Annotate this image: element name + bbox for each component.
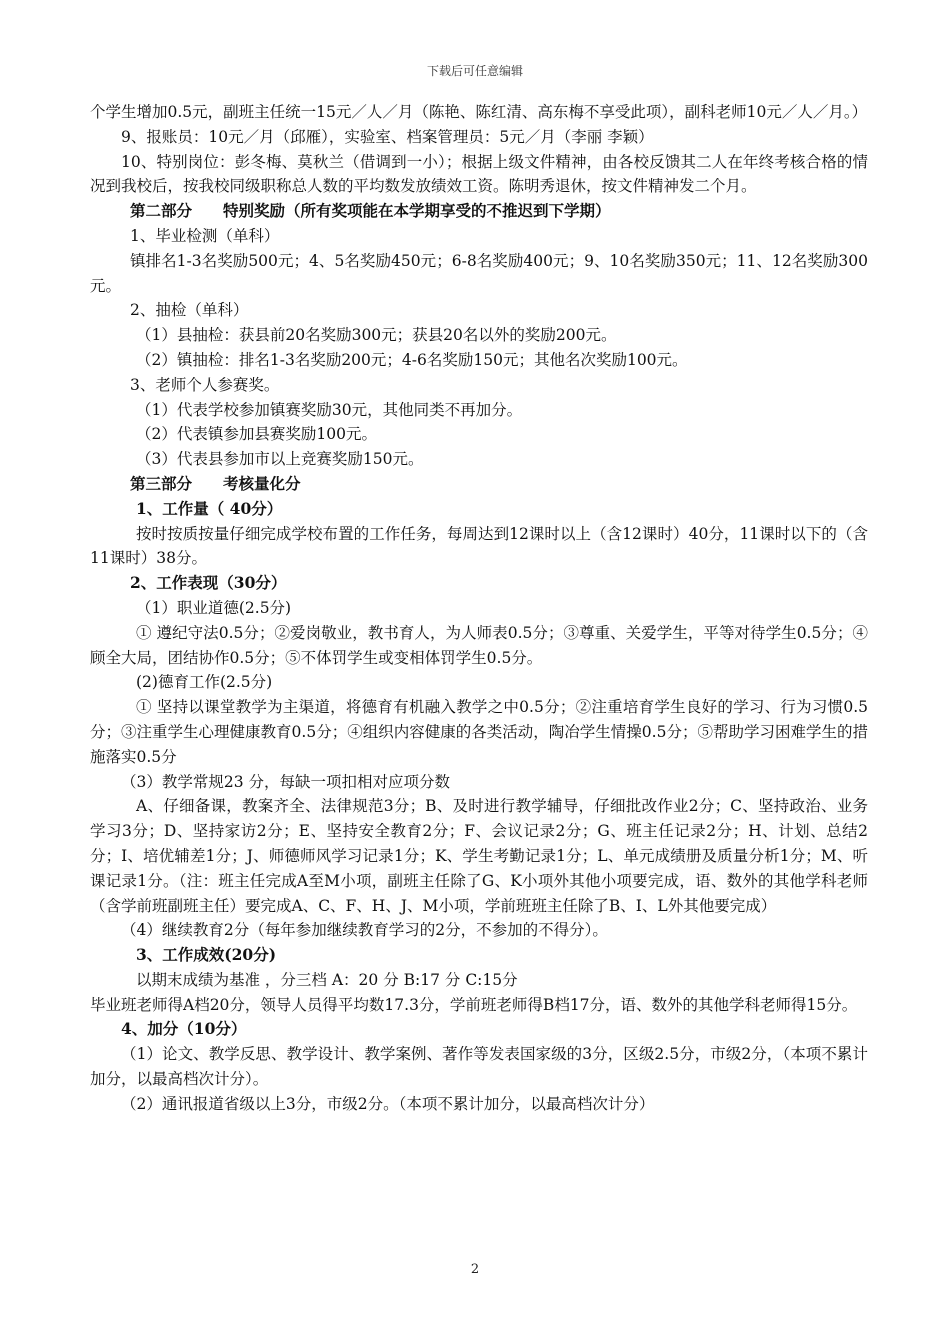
section-heading-part-2: 第二部分 特别奖励（所有奖项能在本学期享受的不推迟到下学期） (130, 201, 611, 221)
subheading-professional-ethics: （1）职业道德(2.5分) (136, 598, 292, 617)
page-header: 下载后可任意编辑 (426, 64, 523, 78)
subheading-moral-education: (2)德育工作(2.5分) (136, 673, 273, 692)
paragraph-town-contest: （1）代表学校参加镇赛奖励30元，其他同类不再加分。 (136, 400, 523, 419)
paragraph-town-ranking: 镇排名1-3名奖励500元；4、5名奖励450元；6-8名奖励400元；9、10名奖励350元；11、12名奖励300元。 (90, 251, 868, 295)
subheading-teaching-routine: （3）教学常规23 分，每缺一项扣相对应项分数 (121, 772, 451, 791)
page-number: 2 (470, 1262, 480, 1277)
paragraph-city-contest: （3）代表县参加市以上竞赛奖励150元。 (136, 450, 424, 469)
paragraph-news-reports: （2）通讯报道省级以上3分，市级2分。（本项不累计加分，以最高档次计分） (121, 1094, 655, 1113)
paragraph-publications: （1）论文、教学反思、教学设计、教学案例、著作等发表国家级的3分，区级2.5分，市级2分，（本项不累计加分，以最高档次计分）。 (90, 1045, 868, 1089)
subheading-work-results: 3、工作成效(20分) (136, 945, 277, 965)
section-heading-part-3: 第三部分 考核量化分 (130, 473, 301, 493)
paragraph-county-spot-check: （1）县抽检：获县前20名奖励300元；获县20名以外的奖励200元。 (136, 326, 617, 345)
paragraph-teaching-routine: A、仔细备课，教案齐全、法律规范3分；B、及时进行教学辅导，仔细批改作业2分；C、坚持政治、业务学习3分；D、坚持家访2分；E、坚持安全教育2分；F、会议记录2分；G、班主任记录2分；H、计划、总结2分；I、培优辅差1分；J、师德师风学习记录1分；K、学生考勤记录1分；L、单元成绩册及质量分析1分；M、听课记录1分。（注：班主任完成A至M小项，副班主任除了G、K小项外其他小项要完成，语、数外的其他学科老师（含学前班副班主任）要完成A、C、F、H、J、M小项，学前班班主任除了B、I、L外其他要完成） (90, 797, 868, 915)
paragraph-moral-education: ① 坚持以课堂教学为主渠道，将德育有机融入教学之中0.5分；②注重培育学生良好的学习、行为习惯0.5分；③注重学生心理健康教育0.5分；④组织内容健康的各类活动，陶冶学生情操0.5分；⑤帮助学习困难学生的措施落实0.5分 (90, 698, 868, 766)
subheading-bonus-points: 4、加分（10分） (121, 1019, 247, 1039)
subheading-performance: 2、工作表现（30分） (130, 573, 287, 593)
paragraph-workload: 按时按质按量仔细完成学校布置的工作任务，每周达到12课时以上（含12课时）40分，11课时以下的（含11课时）38分。 (90, 524, 868, 568)
subheading-spot-check: 2、抽检（单科） (130, 301, 249, 320)
paragraph-stipend-continued: 个学生增加0.5元，副班主任统一15元／人／月（陈艳、陈红清、高东梅不享受此项），副科老师10元／人／月。） (90, 103, 868, 121)
paragraph-grading-tiers: 以期末成绩为基准 ，分三档 A：20 分 B:17 分 C:15分 (136, 970, 518, 989)
subheading-contest-award: 3、老师个人参赛奖。 (130, 375, 280, 394)
paragraph-item-9: 9、报账员：10元／月（邱雁），实验室、档案管理员：5元／月（李丽 李颖） (121, 127, 654, 146)
subheading-workload: 1、工作量（ 40分） (136, 498, 283, 518)
paragraph-continuing-education: （4）继续教育2分（每年参加继续教育学习的2分，不参加的不得分）。 (121, 921, 608, 940)
document-body (90, 100, 868, 1117)
subheading-graduation-test: 1、毕业检测（单科） (130, 226, 280, 245)
paragraph-item-10: 10、特别岗位：彭冬梅、莫秋兰（借调到一小）；根据上级文件精神，由各校反馈其二人在年终考核合格的情况到我校后，按我校同级职称总人数的平均数发放绩效工资。陈明秀退休，按文件精神发二个月。 (90, 152, 868, 196)
paragraph-county-contest: （2）代表镇参加县赛奖励100元。 (136, 425, 377, 444)
paragraph-town-spot-check: （2）镇抽检：排名1-3名奖励200元；4-6名奖励150元；其他名次奖励100元。 (136, 350, 688, 369)
paragraph-professional-ethics: ① 遵纪守法0.5分；②爱岗敬业，教书育人，为人师表0.5分；③尊重、关爱学生，平等对待学生0.5分；④顾全大局，团结协作0.5分；⑤不体罚学生或变相体罚学生0.5分。 (90, 623, 868, 667)
paragraph-tier-assignment: 毕业班老师得A档20分，领导人员得平均数17.3分，学前班老师得B档17分，语、数外的其他学科老师得15分。 (90, 995, 858, 1014)
